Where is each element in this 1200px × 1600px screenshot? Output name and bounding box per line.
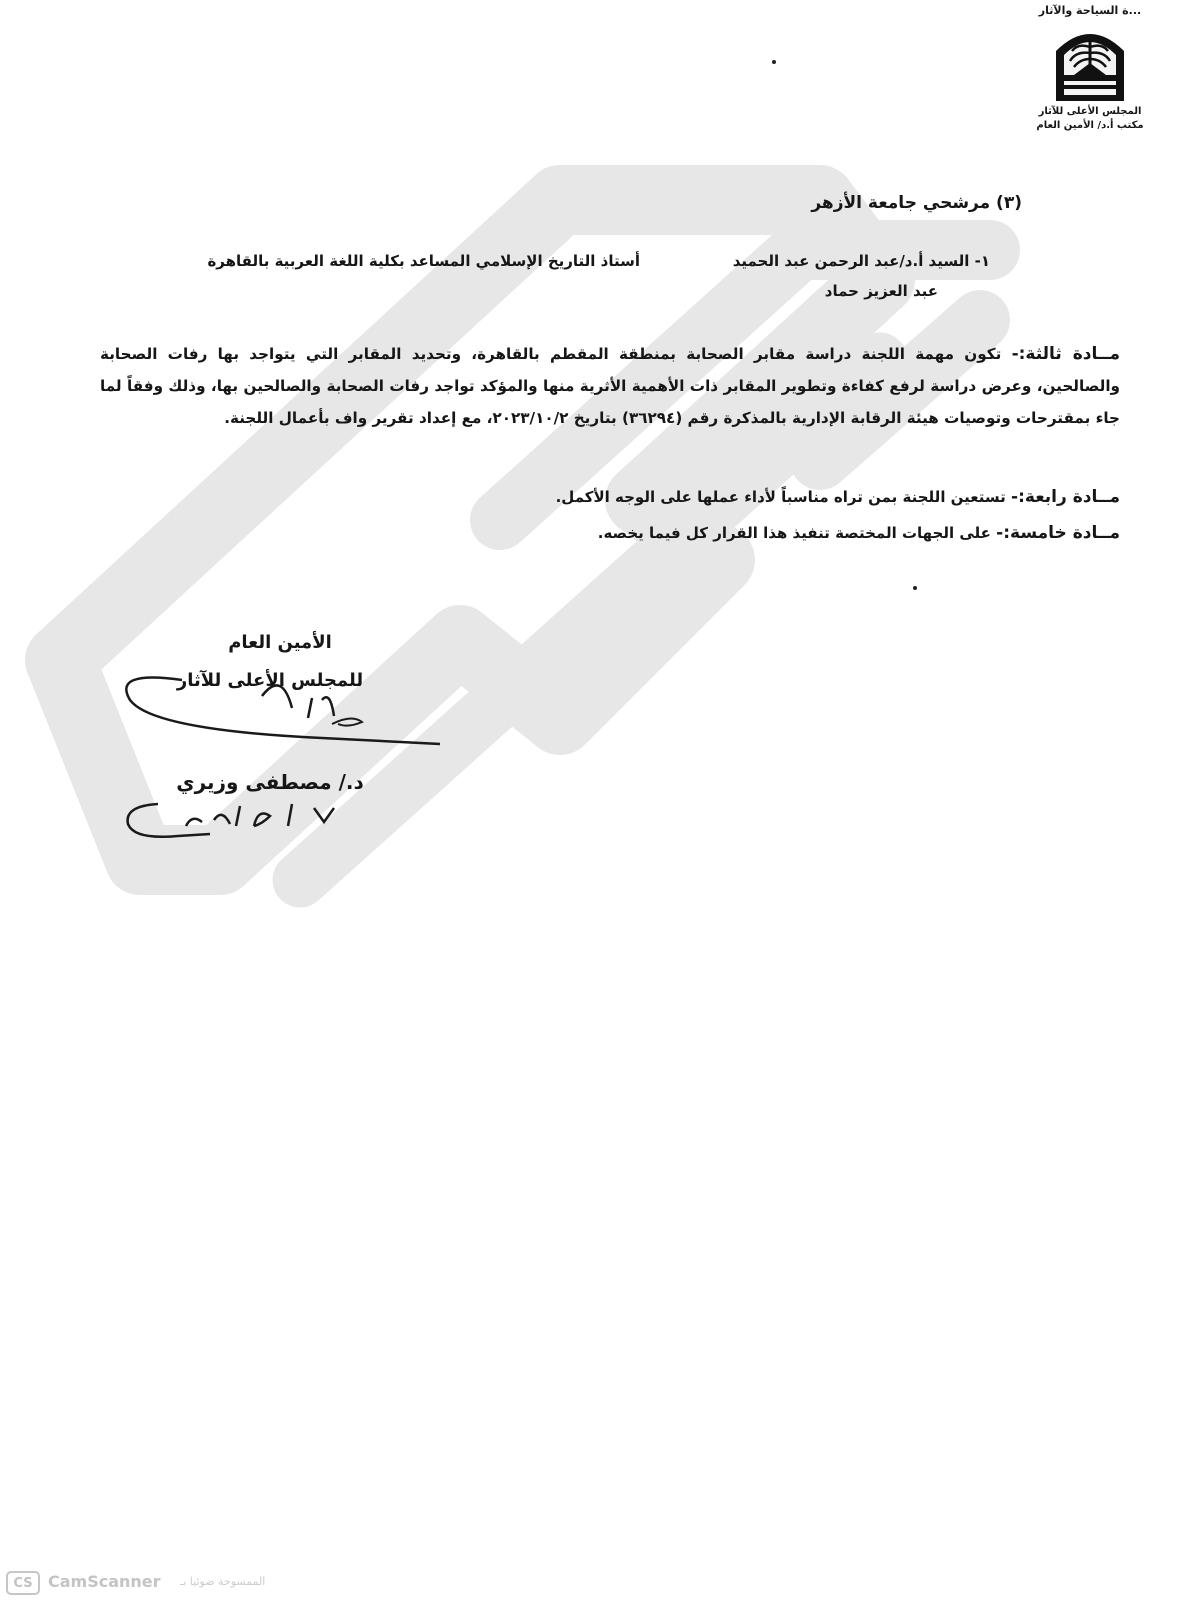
- handwritten-signature: [122, 660, 462, 770]
- camscanner-logo-icon: CS: [6, 1571, 40, 1595]
- article-third: [100, 338, 1120, 434]
- camscanner-name: CamScanner: [48, 1572, 161, 1591]
- nominee-name: ١- السيد أ.د/عبد الرحمن عبد الحميد: [732, 252, 990, 270]
- article-fifth-text: على الجهات المختصة تنفيذ هذا القرار كل فيما يخصه.: [597, 524, 991, 542]
- handwritten-date: [118, 796, 378, 856]
- scan-speck: [913, 586, 917, 590]
- article-fourth: [556, 486, 1120, 508]
- scanned-with-label: الممسوحة ضوئيا بـ: [180, 1575, 266, 1588]
- office-name: مكتب أ.د/ الأمين العام: [1036, 120, 1144, 131]
- signatory-council: للمجلس الأعلى للآثار: [176, 670, 364, 691]
- nominee-name-continued: عبد العزيز حماد: [824, 282, 938, 300]
- scanner-watermark: [0, 1568, 360, 1596]
- article-third-label: مــادة ثالثة:-: [1011, 344, 1120, 364]
- letterhead: [1010, 4, 1170, 133]
- article-fifth: [598, 522, 1120, 544]
- section-heading: (٣) مرشحي جامعة الأزهر: [811, 193, 1022, 213]
- signatory-title: الأمين العام: [228, 632, 332, 653]
- nominee-title: أستاذ التاريخ الإسلامي المساعد بكلية اللغة العربية بالقاهرة: [207, 252, 640, 270]
- article-third-text: تكون مهمة اللجنة دراسة مقابر الصحابة بمنطقة المقطم بالقاهرة، وتحديد المقابر التي يتواجد بها رفات الصحابة والصالحين، وعرض دراسة لرفع كفاءة وتطوير المقابر ذات الأهمية الأثرية منها والمؤكد تواجد رفات الصحابة والصالحين بها، وذلك وفقاً لما جاء بمقترحات وتوصيات هيئة الرقابة الإدارية بالمذكرة رقم (٣٦٢٩٤) بتاريخ ٢٠٢٣/١٠/٢، مع إعداد تقرير واف بأعمال اللجنة.: [100, 345, 1120, 427]
- council-logo-icon: [1050, 21, 1130, 105]
- ministry-line: ...ة السياحة والآثار: [1038, 4, 1142, 17]
- scan-speck: [772, 60, 776, 64]
- council-name: المجلس الأعلى للآثار: [1038, 106, 1142, 117]
- article-fifth-label: مــادة خامسة:-: [996, 523, 1120, 543]
- article-fourth-text: تستعين اللجنة بمن تراه مناسباً لأداء عملها على الوجه الأكمل.: [555, 488, 1006, 506]
- signatory-name: د./ مصطفى وزيري: [176, 770, 364, 794]
- article-fourth-label: مــادة رابعة:-: [1011, 487, 1120, 507]
